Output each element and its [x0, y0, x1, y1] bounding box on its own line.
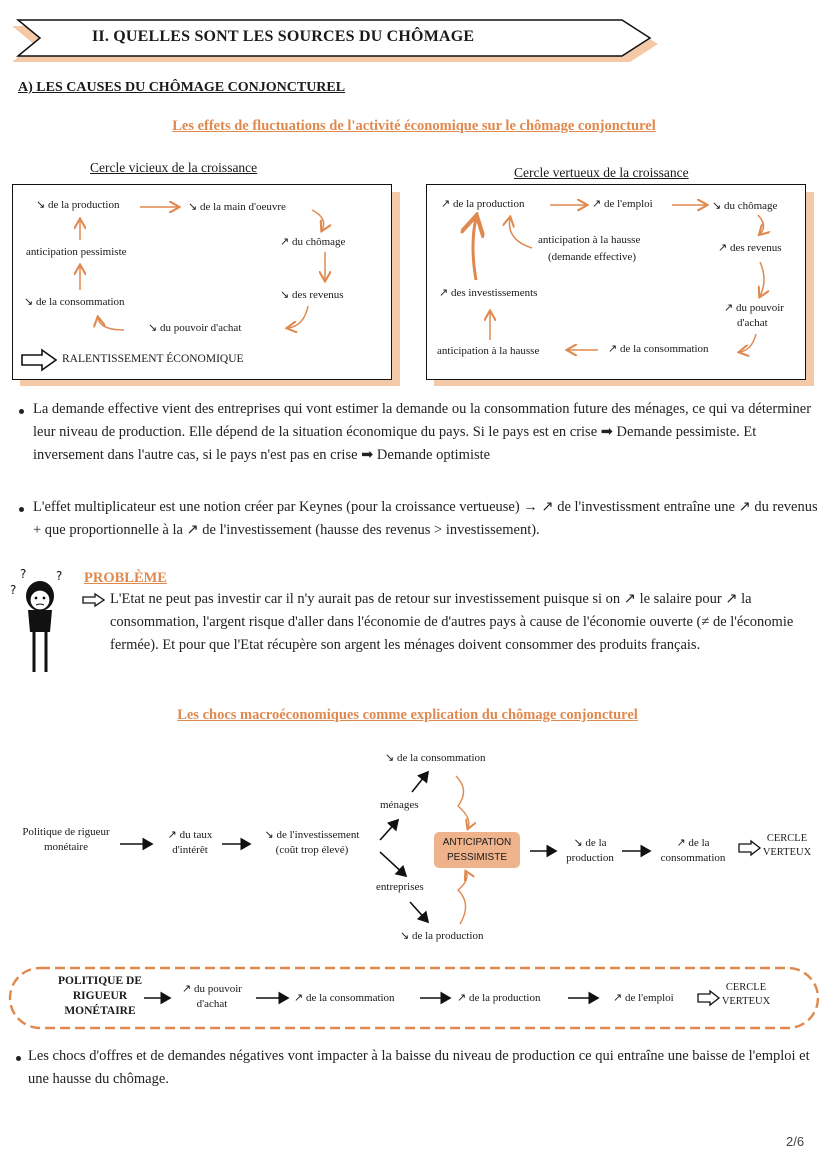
rigueur-label: POLITIQUE DE RIGUEUR MONÉTAIRE: [57, 975, 143, 1017]
bullet-dot: [16, 1056, 21, 1061]
chocs-taux: ↗ du taux d'intérêt: [167, 829, 213, 856]
virtuous-pouvoir-1: ↗ du pouvoir: [724, 302, 784, 314]
bullet-demande-effective: La demande effective vient des entreprises qui vont estimer la demande ou la consommation future des ménages, ce qui va déterminer leur niveau de production. Elle dépend de la situation économique du pays. Si le pays est en crise ➡ Demande pessimiste. Et inversement dans l'autre cas, si le pays n'est pas en crise ➡ Demande optimiste: [33, 401, 812, 463]
svg-text:?: ?: [10, 583, 17, 597]
rigueur-prod: ↗ de la production: [457, 992, 541, 1004]
vicious-title: Cercle vicieux de la croissance: [90, 160, 258, 175]
chocs-anticipation-box: ANTICIPATION PESSIMISTE: [434, 832, 520, 868]
chocs-menages: ménages: [380, 799, 419, 811]
subtitle-chocs: Les chocs macroéconomiques comme explication du chômage conjoncturel: [177, 707, 638, 723]
rigueur-conso: ↗ de la consommation: [294, 992, 395, 1004]
virtuous-emploi: ↗ de l'emploi: [592, 198, 653, 210]
subtitle-fluctuations: Les effets de fluctuations de l'activité économique sur le chômage conjoncturel: [172, 118, 656, 134]
section-a-title: A) LES CAUSES DU CHÔMAGE CONJONCTUREL: [18, 80, 346, 95]
chocs-conso-top: ↘ de la consommation: [385, 752, 486, 764]
rigueur-emploi: ↗ de l'emploi: [613, 992, 674, 1004]
probleme-label: PROBLÈME: [84, 570, 167, 586]
virtuous-production: ↗ de la production: [441, 198, 525, 210]
chocs-investissement: ↘ de l'investissement (coût trop élevé): [264, 829, 360, 856]
virtuous-anticipation-center-2: (demande effective): [548, 251, 637, 263]
vicious-consommation: ↘ de la consommation: [24, 296, 125, 308]
virtuous-title: Cercle vertueux de la croissance: [514, 165, 689, 180]
vicious-anticipation: anticipation pessimiste: [26, 246, 127, 258]
vicious-revenus: ↘ des revenus: [280, 289, 344, 301]
virtuous-revenus: ↗ des revenus: [718, 242, 782, 254]
bullet-chocs: Les chocs d'offres et de demandes négatives vont impacter à la baisse du niveau de production ce qui entraîne une baisse de l'emploi et une hausse du chômage.: [28, 1048, 810, 1087]
vicious-main-oeuvre: ↘ de la main d'oeuvre: [188, 201, 286, 213]
vicious-production: ↘ de la production: [36, 199, 120, 211]
header-title: II. QUELLES SONT LES SOURCES DU CHÔMAGE: [92, 28, 475, 45]
virtuous-chomage: ↘ du chômage: [712, 200, 778, 212]
page-number: 2/6: [786, 1134, 805, 1149]
chocs-prod-bottom: ↘ de la production: [400, 930, 484, 942]
probleme-text: L'Etat ne peut pas investir car il n'y aurait pas de retour sur investissement puisque si on ↗ le salaire pour ↗ la consommation, l'argent risque d'aller dans l'économie de d'autres pays à cause de l'économie ouverte (≠ de l'économie fermée). Et pour que l'Etat récupère son argent les ménages doivent consommer des produits français.: [110, 591, 794, 653]
svg-text:?: ?: [56, 569, 63, 583]
virtuous-pouvoir-2: d'achat: [737, 317, 768, 329]
rigueur-cercle: CERCLE VERTEUX: [721, 982, 771, 1007]
vicious-chomage: ↗ du chômage: [280, 236, 346, 248]
virtuous-consommation: ↗ de la consommation: [608, 343, 709, 355]
virtuous-anticipation-center-1: anticipation à la hausse: [538, 234, 641, 246]
chocs-politique: Politique de rigueur monétaire: [22, 826, 110, 853]
rigueur-pouvoir: ↗ du pouvoir d'achat: [182, 983, 242, 1010]
chocs-entreprises: entreprises: [376, 881, 424, 893]
vicious-pouvoir: ↘ du pouvoir d'achat: [148, 322, 242, 334]
virtuous-investissements: ↗ des investissements: [439, 287, 538, 299]
chocs-production: ↘ de la production: [566, 837, 614, 864]
vicious-result: RALENTISSEMENT ÉCONOMIQUE: [62, 353, 244, 365]
bullet-effet-multiplicateur: L'effet multiplicateur est une notion créer par Keynes (pour la croissance vertueuse) → ↗ de l'investissment entraîne une ↗ du revenus + que proportionnelle à la ↗ de l'investissement (hausse des revenus > investissement).: [33, 499, 818, 538]
chocs-cercle: CERCLE VERTEUX: [762, 833, 812, 858]
virtuous-anticipation-hausse: anticipation à la hausse: [437, 345, 540, 357]
svg-text:?: ?: [20, 567, 27, 581]
chocs-consommation: ↗ de la consommation: [660, 837, 726, 864]
